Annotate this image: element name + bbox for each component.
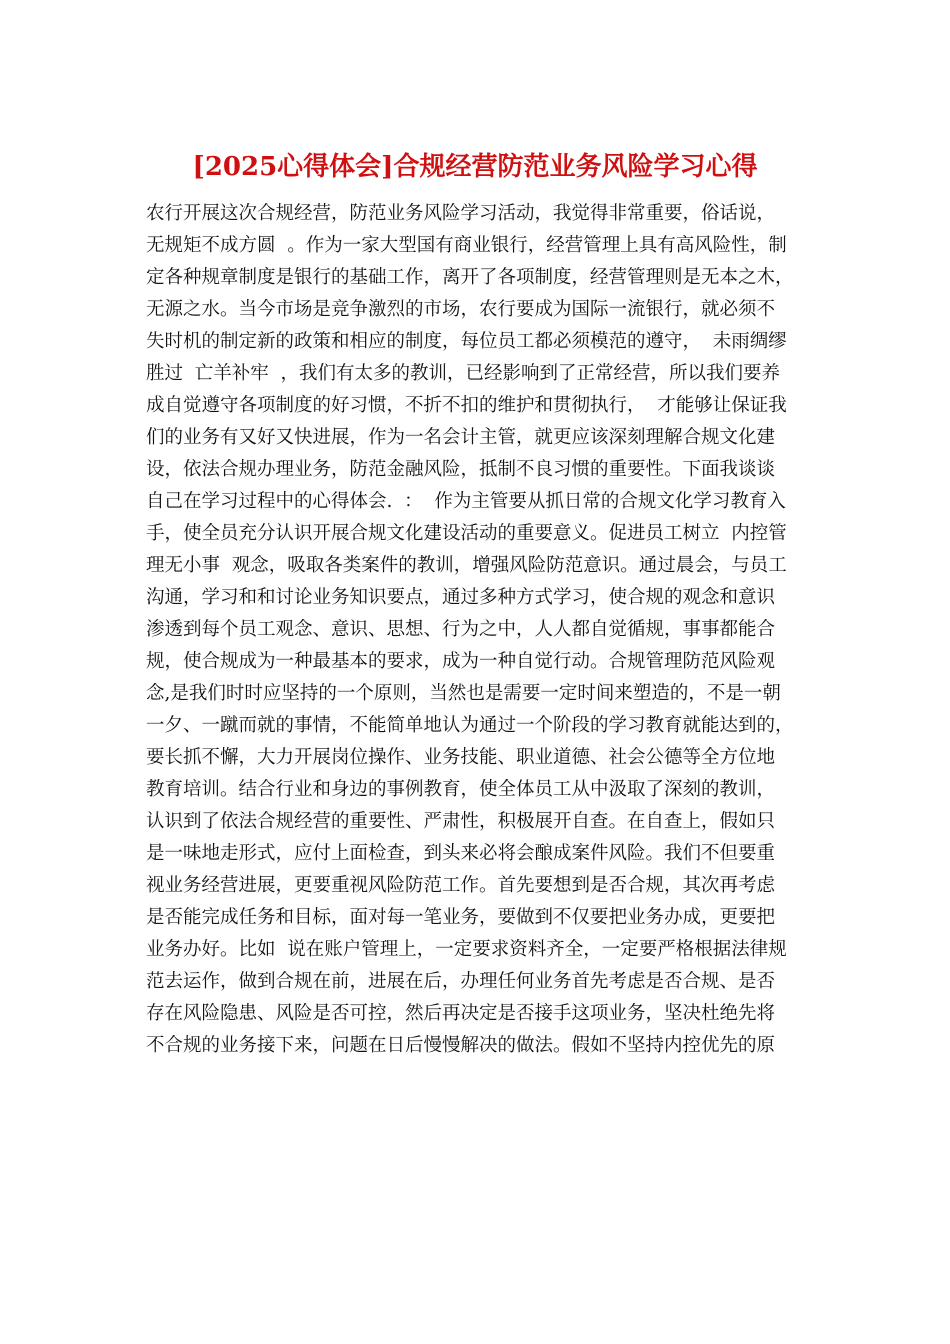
body-line: 无源之水。当今市场是竞争激烈的市场，农行要成为国际一流银行，就必须不: [146, 299, 776, 320]
body-line: 业务办好。比如 说在账户管理上，一定要求资料齐全，一定要严格根据法律规: [146, 939, 787, 960]
body-line: 失时机的制定新的政策和相应的制度，每位员工都必须模范的遵守， 未雨绸缪: [146, 331, 787, 352]
body-line: 存在风险隐患、风险是否可控，然后再决定是否接手这项业务，坚决杜绝先将: [146, 1003, 776, 1024]
body-line: 们的业务有又好又快进展，作为一名会计主管，就更应该深刻理解合规文化建: [146, 427, 776, 448]
body-line: 视业务经营进展，更要重视风险防范工作。首先要想到是否合规，其次再考虑: [146, 875, 776, 896]
body-line: 是一味地走形式，应付上面检查，到头来必将会酿成案件风险。我们不但要重: [146, 843, 776, 864]
body-line: 无规矩不成方圆 。作为一家大型国有商业银行，经营管理上具有高风险性，制: [146, 235, 787, 256]
body-line: 自己在学习过程中的心得体会. ： 作为主管要从抓日常的合规文化学习教育入: [146, 491, 786, 512]
body-line: 渗透到每个员工观念、意识、思想、行为之中，人人都自觉循规，事事都能合: [146, 619, 776, 640]
body-line: 胜过 亡羊补牢 ，我们有太多的教训，已经影响到了正常经营，所以我们要养: [146, 363, 781, 384]
body-line: 沟通，学习和和讨论业务知识要点，通过多种方式学习，使合规的观念和意识: [146, 587, 776, 608]
body-line: 手，使全员充分认识开展合规文化建设活动的重要意义。促进员工树立 内控管: [146, 523, 787, 544]
body-line: 定各种规章制度是银行的基础工作，离开了各项制度，经营管理则是无本之木，: [146, 267, 794, 288]
body-line: 不合规的业务接下来，问题在日后慢慢解决的做法。假如不坚持内控优先的原: [146, 1035, 776, 1056]
body-line: 是否能完成任务和目标，面对每一笔业务，要做到不仅要把业务办成，更要把: [146, 907, 776, 928]
body-line: 范去运作，做到合规在前，进展在后，办理任何业务首先考虑是否合规、是否: [146, 971, 776, 992]
body-line: 规，使合规成为一种最基本的要求，成为一种自觉行动。合规管理防范风险观: [146, 651, 776, 672]
body-line: 理无小事 观念，吸取各类案件的教训，增强风险防范意识。通过晨会，与员工: [146, 555, 787, 576]
document-title: [2025心得体会]合规经营防范业务风险学习心得: [192, 152, 758, 182]
body-line: 设，依法合规办理业务，防范金融风险，抵制不良习惯的重要性。下面我谈谈: [146, 459, 776, 480]
body-line: 要长抓不懈，大力开展岗位操作、业务技能、职业道德、社会公德等全方位地: [146, 747, 776, 768]
body-line: 认识到了依法合规经营的重要性、严肃性，积极展开自查。在自查上，假如只: [146, 811, 776, 832]
body-line: 农行开展这次合规经营，防范业务风险学习活动，我觉得非常重要，俗话说，: [146, 203, 776, 224]
body-line: 一夕、一蹴而就的事情，不能简单地认为通过一个阶段的学习教育就能达到的，: [146, 715, 794, 736]
body-line: 成自觉遵守各项制度的好习惯，不折不扣的维护和贯彻执行， 才能够让保证我: [146, 395, 787, 416]
document-body: [146, 198, 816, 1062]
body-line: 教育培训。结合行业和身边的事例教育，使全体员工从中汲取了深刻的教训，: [146, 779, 776, 800]
body-line: 念,是我们时时应坚持的一个原则，当然也是需要一定时间来塑造的，不是一朝: [146, 683, 781, 704]
